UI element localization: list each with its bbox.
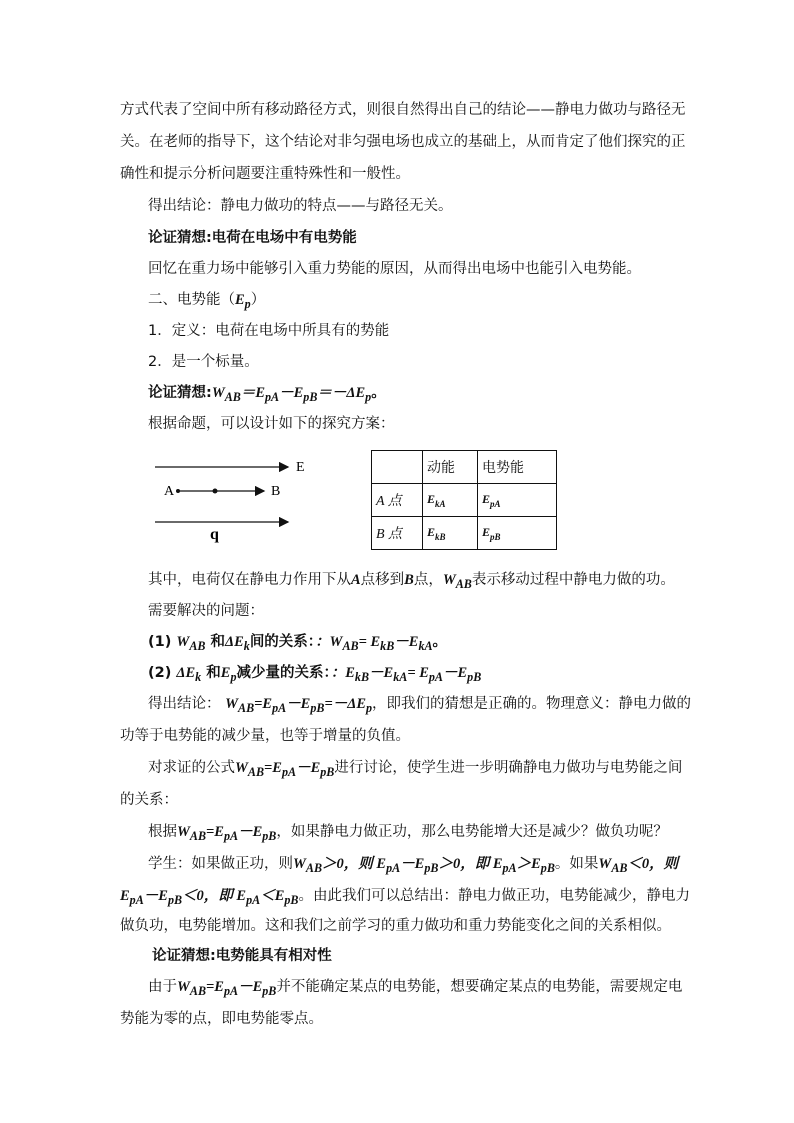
- math: = E: [358, 634, 381, 650]
- math-subscript: k: [243, 638, 250, 653]
- paragraph-line: [148, 977, 682, 1001]
- charge-label: q: [210, 526, 219, 543]
- math: W: [598, 856, 612, 872]
- math: ＞E: [516, 856, 541, 872]
- table-header-cell: 动能: [423, 451, 478, 484]
- math: ＜E: [260, 888, 285, 904]
- section-heading: 论证猜想:电势能具有相对性: [152, 948, 332, 964]
- paragraph-line: [148, 758, 682, 782]
- charge-dot: [213, 489, 218, 494]
- text: 得出结论：: [148, 696, 226, 712]
- question-line: [148, 632, 447, 656]
- paragraph-line: [120, 886, 690, 910]
- math: ＞0，则 E: [322, 856, 387, 872]
- math: A: [351, 572, 361, 588]
- text: 其中，电荷仅在静电力作用下从: [148, 572, 351, 588]
- math: B: [404, 572, 414, 588]
- table-cell: [423, 517, 478, 550]
- math-subscript: pB: [424, 860, 439, 875]
- math-subscript: kB: [435, 531, 446, 542]
- math-subscript: pA: [223, 983, 239, 998]
- paragraph-line: 功等于电势能的减少量，也等于增量的负值。: [120, 728, 410, 744]
- question-line: [148, 663, 481, 687]
- equation-line: [148, 383, 386, 407]
- math-subscript: p: [244, 296, 251, 311]
- math-subscript: kB: [380, 638, 395, 653]
- text: ）: [250, 292, 266, 308]
- math-subscript: pB: [303, 389, 318, 404]
- text: A 点: [376, 494, 402, 509]
- text: ，如果静电力做正功，那么电势能增大还是减少？做负功呢？: [276, 824, 668, 840]
- table-cell: [478, 517, 557, 550]
- text: 间的关系：: [249, 634, 316, 650]
- paragraph-line: 做负功，电势能增加。这和我们之前学习的重力做功和重力势能变化之间的关系相似。: [120, 918, 671, 934]
- math-subscript: AB: [611, 860, 628, 875]
- math-symbol: E: [235, 292, 245, 308]
- math: W: [177, 824, 190, 840]
- math: －E: [394, 634, 419, 650]
- math-subscript: pB: [320, 764, 335, 779]
- table-row-label: [372, 484, 423, 517]
- field-label: E: [296, 460, 305, 475]
- text: 根据: [148, 824, 177, 840]
- math-subscript: pB: [467, 669, 482, 684]
- text: 和: [205, 634, 225, 650]
- math-subscript: AB: [305, 860, 323, 875]
- math: W: [211, 385, 225, 401]
- math-subscript: pB: [490, 531, 501, 542]
- math-subscript: AB: [455, 576, 472, 591]
- text: 。由此我们可以总结出：静电力做正功，电势能减少，静电力: [298, 888, 690, 904]
- math-subscript: pA: [272, 700, 287, 715]
- table-cell: [423, 484, 478, 517]
- math-subscript: pA: [428, 669, 443, 684]
- math: = E: [407, 665, 429, 681]
- table-row: [372, 517, 557, 550]
- text: 。: [371, 385, 386, 401]
- math: －E: [143, 888, 168, 904]
- text: 由于: [148, 979, 177, 995]
- math-subscript: pB: [540, 860, 555, 875]
- paragraph-line: [148, 694, 691, 718]
- math: －E: [296, 760, 321, 776]
- paragraph-line: 2．是一个标量。: [148, 354, 259, 370]
- math: －E: [286, 696, 311, 712]
- math: =－ΔE: [324, 696, 366, 712]
- math: W: [176, 634, 190, 650]
- math: W: [225, 696, 239, 712]
- math: E: [482, 525, 491, 540]
- math-subscript: kA: [418, 638, 433, 653]
- math: ΔE: [176, 665, 196, 681]
- math: ΔE: [225, 634, 244, 650]
- table-cell: [478, 484, 557, 517]
- math: E: [427, 492, 436, 507]
- text: 表示移动过程中静电力做的功。: [471, 572, 675, 588]
- math: W: [293, 856, 306, 872]
- math-subscript: AB: [224, 389, 241, 404]
- math: E: [220, 665, 231, 681]
- math-subscript: pA: [246, 892, 261, 907]
- math: ：W: [315, 634, 343, 650]
- math: ：E: [330, 665, 355, 681]
- table-header-cell: 电势能: [478, 451, 557, 484]
- math-subscript: pB: [262, 983, 277, 998]
- point-a-dot: [176, 489, 180, 493]
- math: W: [235, 760, 248, 776]
- math: －E: [400, 856, 425, 872]
- paragraph-line: 需要解决的问题：: [148, 603, 264, 619]
- math: E: [482, 492, 491, 507]
- math-subscript: p: [365, 389, 372, 404]
- math-subscript: kA: [435, 498, 446, 509]
- text: 进行讨论，使学生进一步明确静电力做功与电势能之间: [334, 760, 683, 776]
- math-subscript: pA: [502, 860, 517, 875]
- math: －E: [238, 824, 263, 840]
- math: =E: [206, 824, 224, 840]
- text: 。如果: [554, 856, 599, 872]
- math-subscript: pB: [284, 892, 299, 907]
- math-subscript: k: [195, 669, 202, 684]
- paragraph-line: [148, 854, 678, 878]
- text: 论证猜想:: [148, 385, 212, 401]
- paragraph-line: 的关系：: [120, 792, 178, 808]
- math-subscript: AB: [342, 638, 359, 653]
- math: －E: [279, 385, 304, 401]
- math: W: [177, 979, 190, 995]
- math-subscript: pA: [386, 860, 401, 875]
- paragraph-line: 回忆在重力场中能够引入重力势能的原因，从而得出电场中也能引入电势能。: [148, 261, 641, 277]
- math-subscript: pA: [281, 764, 297, 779]
- paragraph-line: [148, 570, 675, 594]
- math-subscript: pB: [310, 700, 325, 715]
- math-subscript: kA: [393, 669, 408, 684]
- text: 。: [432, 634, 448, 650]
- field-diagram: [150, 455, 320, 545]
- math-subscript: pB: [262, 828, 277, 843]
- section-heading: 论证猜想:电荷在电场中有电势能: [148, 230, 357, 246]
- text: 点移到: [360, 572, 405, 588]
- paragraph-line: 根据命题，可以设计如下的探究方案：: [148, 416, 395, 432]
- text: 点，: [413, 572, 443, 588]
- math-subscript: pA: [490, 498, 501, 509]
- table-row: [372, 451, 557, 484]
- math: －E: [442, 665, 468, 681]
- text: 对求证的公式: [148, 760, 235, 776]
- math: ＞0，即 E: [438, 856, 503, 872]
- math: =E: [264, 760, 282, 776]
- paragraph-line: 势能为零的点，即电势能零点。: [120, 1011, 323, 1027]
- math-subscript: pB: [167, 892, 183, 907]
- math: W: [442, 572, 456, 588]
- text: 学生：如果做正功，则: [148, 856, 293, 872]
- math-subscript: AB: [247, 764, 265, 779]
- math-subscript: pA: [265, 389, 280, 404]
- paragraph-line: 确性和提示分析问题要注重特殊性和一般性。: [120, 166, 410, 182]
- text: 并不能确定某点的电势能，想要确定某点的电势能，需要规定电: [276, 979, 683, 995]
- text: (1): [148, 634, 177, 650]
- table-row: [372, 484, 557, 517]
- text: ，即我们的猜想是正确的。物理意义：静电力做的: [372, 696, 692, 712]
- math: =E: [254, 696, 273, 712]
- paragraph-line: 方式代表了空间中所有移动路径方式，则很自然得出自己的结论——静电力做功与路径无: [120, 102, 686, 118]
- subsection-heading: [148, 290, 265, 314]
- math-subscript: AB: [238, 700, 255, 715]
- paragraph-line: 关。在老师的指导下，这个结论对非匀强电场也成立的基础上，从而肯定了他们探究的正: [120, 134, 686, 150]
- math-subscript: p: [366, 700, 373, 715]
- paragraph-line: 1．定义：电荷在电场中所具有的势能: [148, 323, 390, 339]
- math: =E: [206, 979, 224, 995]
- math-subscript: p: [230, 669, 237, 684]
- table-row-label: [372, 517, 423, 550]
- math: E: [427, 525, 436, 540]
- math: ＝－ΔE: [317, 385, 366, 401]
- math-subscript: AB: [189, 983, 207, 998]
- math: ＝E: [240, 385, 266, 401]
- paragraph-line: [148, 822, 668, 846]
- paragraph-line: 得出结论：静电力做功的特点——与路径无关。: [148, 198, 453, 214]
- point-b-label: B: [271, 484, 281, 499]
- table-header-cell: [372, 451, 423, 484]
- math: －E: [369, 665, 394, 681]
- math-subscript: pA: [129, 892, 144, 907]
- math: E: [120, 888, 130, 904]
- text: 减少量的关系：: [236, 665, 331, 681]
- energy-table: [371, 450, 557, 550]
- math: ＜0，即 E: [182, 888, 247, 904]
- math-subscript: AB: [189, 638, 206, 653]
- text: B 点: [376, 527, 403, 542]
- text: 和: [201, 665, 221, 681]
- math-subscript: pA: [223, 828, 239, 843]
- math: －E: [238, 979, 263, 995]
- point-a-label: A: [164, 484, 175, 499]
- math-subscript: kB: [354, 669, 370, 684]
- math-subscript: AB: [189, 828, 207, 843]
- math: ＜0，则: [627, 856, 679, 872]
- text: (2): [148, 665, 177, 681]
- text: 二、电势能（: [148, 292, 235, 308]
